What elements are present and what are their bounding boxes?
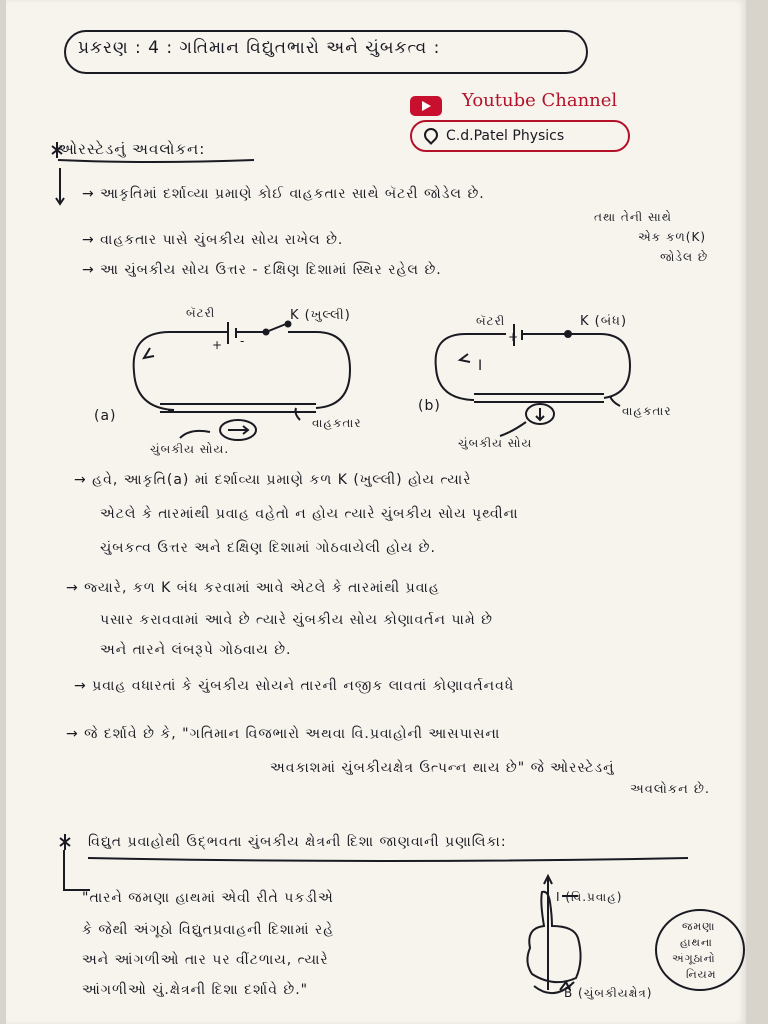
needle-b-label: ચુંબકીય સોય: [458, 436, 533, 450]
minus-a: -: [240, 334, 246, 348]
hand-icon: [527, 892, 580, 982]
section3-line3: અને આંગળીઓ તાર પર વીંટળાય, ત્યારે: [82, 952, 329, 968]
key-a-open-icon: [236, 324, 286, 332]
section3-line1: "તારને જમણા હાથમાં એવી રીતે પકડીએ: [82, 890, 334, 906]
down-arrow-mark: [56, 168, 64, 204]
wire-b-label: વાહકતાર: [622, 404, 672, 418]
section1-point-1: → આકૃતિમાં દર્શાવ્યા પ્રમાણે કોઈ વાહકતાર સાથે બૅટરી જોડેલ છે.: [82, 186, 485, 202]
wire-a-label: વાહકતાર: [312, 416, 362, 430]
figure-a-label: (a): [94, 408, 117, 424]
section3-line2: કે જેથી અંગૂઠો વિદ્યુતપ્રવાહની દિશામાં રહે: [82, 922, 335, 938]
circuit-b-loop: [436, 334, 630, 400]
needle-a-label: ચુંબકીય સોય.: [150, 442, 230, 456]
figure-b-label: (b): [418, 398, 441, 414]
heading-underline-1: [58, 160, 254, 162]
section2-para1-line1: → હવે, આકૃતિ(a) માં દર્શાવ્યા પ્રમાણે કળ K (ખુલ્લી) હોય ત્યારે: [74, 472, 472, 488]
minus-b: -: [532, 326, 538, 340]
rule-current-label: I (વિ.પ્રવાહ): [556, 890, 623, 904]
section1-point-2: → વાહકતાર પાસે ચુંબકીય સોય રાખેલ છે.: [82, 232, 344, 248]
section3-line4: આંગળીઓ ચું.ક્ષેત્રની દિશા દર્શાવે છે.": [82, 982, 309, 998]
section2-para2-line3: અને તારને લંબરૂપે ગોઠવાય છે.: [100, 642, 292, 658]
current-arrow-b: [460, 354, 470, 362]
battery-a-label: બૅટરી: [186, 306, 216, 320]
current-b-label: I: [478, 358, 484, 374]
rule-field-label: B⃗ (ચુંબકીયક્ષેત્ર): [564, 986, 653, 1000]
section2-para4-line2: અવકાશમાં ચુંબકીયક્ષેત્ર ઉત્પન્ન થાય છે" જે ઓરસ્ટેડનું: [270, 760, 615, 776]
channel-name: C.d.Patel Physics: [446, 128, 565, 144]
side-note-2: એક કળ(K): [638, 230, 707, 244]
current-arrow-a: [144, 348, 154, 358]
youtube-label: Youtube Channel: [462, 90, 618, 111]
section2-para1-line2: એટલે કે તારમાંથી પ્રવાહ વહેતો ન હોય ત્યારે ચુંબકીય સોય પૃથ્વીના: [100, 506, 519, 522]
battery-b-label: બૅટરી: [476, 314, 506, 328]
rule-bubble-2: હાથના: [680, 936, 713, 949]
battery-a-icon: [228, 322, 236, 344]
heading-underline-3: [88, 858, 688, 861]
key-a-label: K (ખુલ્લી): [290, 308, 351, 323]
rule-bubble-4: નિયમ: [686, 968, 717, 981]
section2-para2-line2: પસાર કરાવવામાં આવે છે ત્યારે ચુંબકીય સોય કોણાવર્તન પામે છે: [100, 612, 494, 628]
section2-para2-line1: → જ્યારે, કળ K બંધ કરવામાં આવે એટલે કે તારમાંથી પ્રવાહ: [66, 580, 440, 596]
section2-para4-line3: અવલોકન છે.: [630, 782, 711, 797]
plus-b: +: [508, 330, 520, 344]
section1-point-3: → આ ચુંબકીય સોય ઉત્તર - દક્ષિણ દિશામાં સ્થિર રહેલ છે.: [82, 262, 442, 278]
wire-b: [474, 394, 604, 402]
section2-para4-line1: → જે દર્શાવે છે કે, "ગતિમાન વિજભારો અથવા વિ.પ્રવાહોની આસપાસના: [66, 726, 501, 742]
page-title: પ્રકરણ : 4 : ગતિમાન વિદ્યુતભારો અને ચુંબકત્વ :: [78, 38, 441, 58]
side-note-1: તથા તેની સાથે: [594, 210, 672, 224]
section2-para3: → પ્રવાહ વધારતાં કે ચુંબકીય સોયને તારની નજીક લાવતાં કોણાવર્તનવધે: [74, 678, 515, 694]
rule-bubble-3: અંગૂઠાનો: [672, 952, 716, 965]
asterisk-mark-2: [60, 834, 70, 850]
section3-heading: વિદ્યુત પ્રવાહોથી ઉદ્ભવતા ચુંબકીય ક્ષેત્રની દિશા જાણવાની પ્રણાલિકા:: [88, 834, 507, 850]
section1-heading: ઓરસ્ટેડનું અવલોકન:: [58, 140, 206, 158]
rule-bubble-1: જમણા: [682, 920, 716, 933]
key-b-label: K (બંધ): [580, 314, 628, 329]
axis-mark: [64, 850, 90, 890]
asterisk-mark-1: [52, 142, 62, 158]
section2-para1-line3: ચુંબકત્વ ઉત્તર અને દક્ષિણ દિશામાં ગોઠવાયેલી હોય છે.: [100, 540, 436, 556]
side-note-3: જોડેલ છે: [660, 250, 709, 264]
wire-a: [160, 404, 316, 412]
plus-a: +: [212, 338, 224, 352]
